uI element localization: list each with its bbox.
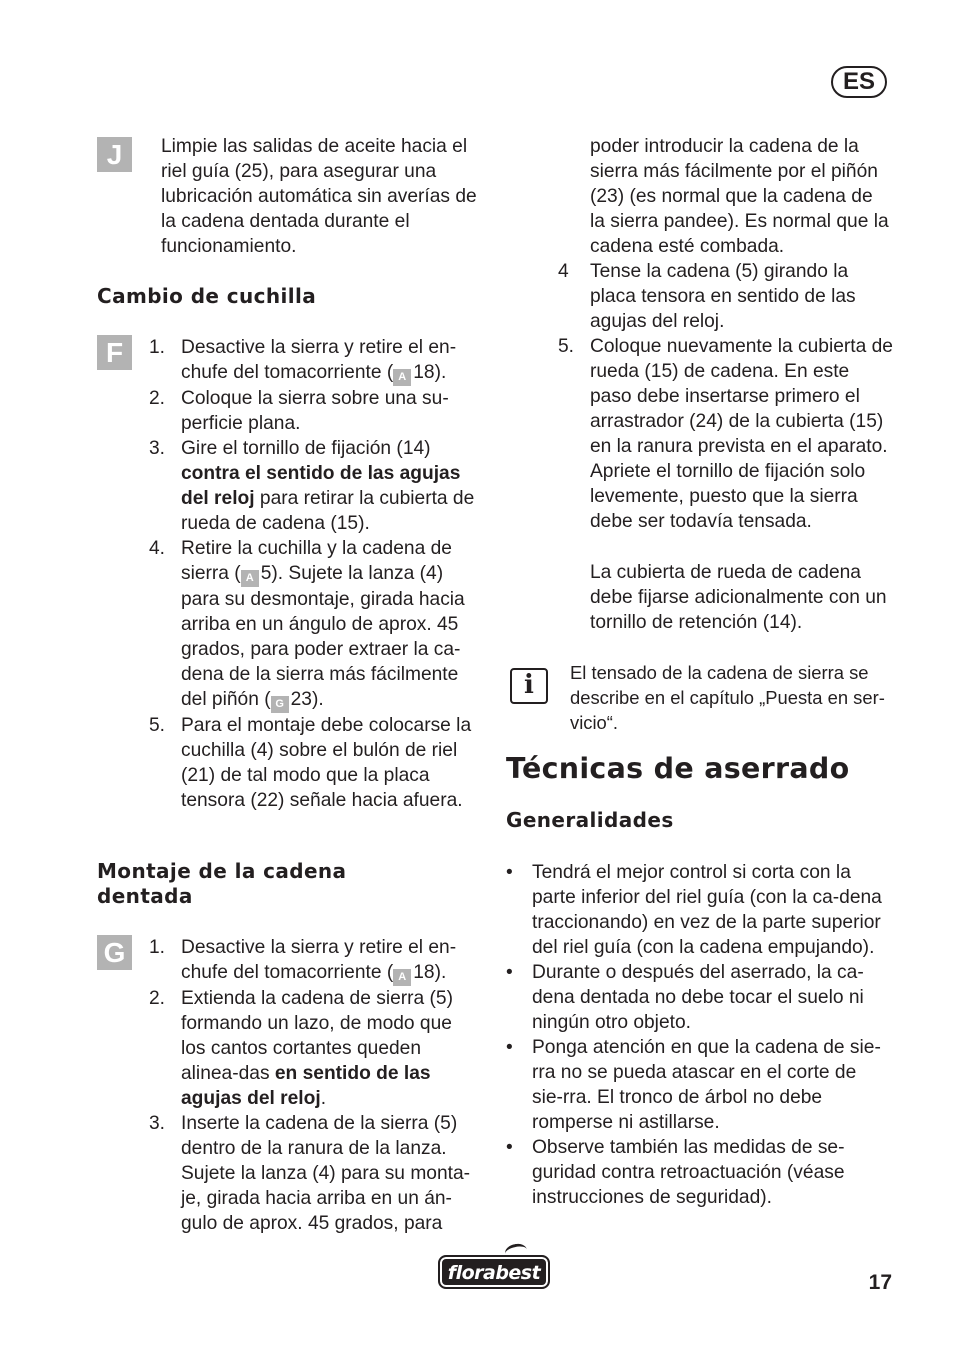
section-title-blade-change: Cambio de cuchilla <box>97 284 317 308</box>
chapter-title-sawing-techniques: Técnicas de aserrado <box>506 752 850 785</box>
list-item: 4. Retire la cuchilla y la cadena de sierra ( A 5). Sujete la lanza (4) para su desmontaje, girada hacia arriba en un ángulo de aprox. 45 grados, para poder extraer la ca-dena de la sierra más fácilmente del piñón ( G 23). <box>97 536 481 713</box>
section-title-general: Generalidades <box>506 808 674 832</box>
oil-outlet-paragraph: Limpie las salidas de aceite hacia el riel guía (25), para asegurar una lubricación automática sin averías de la cadena dentada durante el funcionamiento. <box>161 136 477 257</box>
sawing-tips-list <box>506 860 890 1210</box>
figure-ref-j-badge: J <box>97 137 132 172</box>
list-item: • Durante o después del aserrado, la ca-dena dentada no debe tocar el suelo ni ningún otro objeto. <box>506 960 890 1035</box>
list-item: 1. Desactive la sierra y retire el en-chufe del tomacorriente ( A 18). <box>97 935 481 986</box>
step4-text: Tense la cadena (5) girando la placa tensora en sentido de las agujas del reloj. <box>590 261 856 332</box>
list-item: 3. Inserte la cadena de la sierra (5) dentro de la ranura de la lanza. Sujete la lanza (4) para su monta-je, girada hacia arriba en un án-gulo de aprox. 45 grados, para <box>149 1113 471 1234</box>
figure-ref-icon: A <box>393 969 411 986</box>
step-number: 5. <box>558 336 575 357</box>
figure-ref-icon: A <box>393 369 411 386</box>
step5-text: Coloque nuevamente la cubierta de rueda (15) de cadena. En este paso debe insertarse primero el arrastrador (24) de la cubierta (15) en la ranura prevista en el aparato. Apriete el tornillo de fijación solo levemente, puesto que la sierra debe ser todavía tensada. <box>590 336 893 532</box>
step3-continuation: poder introducir la cadena de la sierra más fácilmente por el piñón (23) (es normal que la cadena de la sierra pandee). Es normal que la cadena esté combada. <box>590 136 889 257</box>
page-number: 17 <box>868 1271 892 1294</box>
info-note: El tensado de la cadena de sierra se describe en el capítulo „Puesta en ser-vicio“. <box>570 662 885 733</box>
language-badge: ES <box>831 66 887 98</box>
brand-logo: florabest <box>438 1255 550 1289</box>
list-item: • Ponga atención en que la cadena de sie-rra no se pueda atascar en el corte de sie-rra. El tronco de árbol no debe romperse ni astillarse. <box>506 1035 890 1135</box>
step5-note: La cubierta de rueda de cadena debe fijarse adicionalmente con un tornillo de retención (14). <box>590 562 887 633</box>
list-item: • Tendrá el mejor control si corta con la parte inferior del riel guía (con la ca-dena traccionando) en vez de la parte superior del riel guía (con la cadena empujando). <box>506 860 890 960</box>
list-item: 3. Gire el tornillo de fijación (14) contra el sentido de las agujas del reloj para retirar la cubierta de rueda de cadena (15). <box>149 438 475 534</box>
figure-ref-icon: G <box>271 696 289 713</box>
figure-ref-icon: A <box>241 570 259 587</box>
list-item: • Observe también las medidas de se-guridad contra retroactuación (véase instrucciones de seguridad). <box>506 1135 890 1210</box>
step-number: 4 <box>558 261 569 282</box>
figure-ref-f-badge: F <box>97 335 132 370</box>
chain-mounting-steps <box>97 935 481 1236</box>
figure-ref-g-badge: G <box>97 935 132 970</box>
blade-change-steps <box>97 335 481 813</box>
info-icon: i <box>510 668 548 704</box>
list-item: 2. Extienda la cadena de sierra (5) formando un lazo, de modo que los cantos cortantes queden alinea-das en sentido de las agujas del reloj. <box>149 988 453 1109</box>
section-title-chain-mounting: Montaje de la cadena dentada <box>97 859 347 908</box>
list-item: 2. Coloque la sierra sobre una su-perficie plana. <box>149 388 449 434</box>
list-item: 5. Para el montaje debe colocarse la cuchilla (4) sobre el bulón de riel (21) de tal modo que la placa tensora (22) señale hacia afuera. <box>149 715 472 811</box>
list-item: 1. Desactive la sierra y retire el en-chufe del tomacorriente ( A 18). <box>97 335 481 386</box>
